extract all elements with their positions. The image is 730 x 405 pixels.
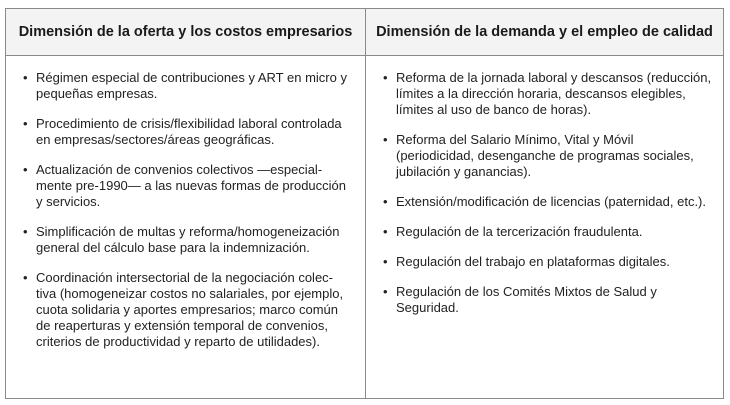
- right-list: [383, 70, 713, 316]
- list-item: • Simplificación de multas y reforma/homogeneización general del cálculo base para la indemnización.: [23, 224, 353, 256]
- header-left-title: Dimensión de la oferta y los costos empresarios: [18, 24, 353, 40]
- right-column: [383, 70, 713, 330]
- list-item: • Procedimiento de crisis/flexibilidad laboral controlada en empresas/sectores/áreas geográficas.: [23, 116, 353, 148]
- left-column: [23, 70, 353, 364]
- list-item: • Coordinación intersectorial de la negociación colec-tiva (homogeneizar costos no salariales, por ejemplo, cuota solidaria y aportes empresarios; marco común de reaperturas y extensión temporal de convenios, criterios de productividad y reparto de utilidades).: [23, 270, 353, 350]
- list-item: • Régimen especial de contribuciones y ART en micro y pequeñas empresas.: [23, 70, 353, 102]
- header-right-title: Dimensión de la demanda y el empleo de calidad: [376, 24, 713, 40]
- list-item: • Actualización de convenios colectivos —especial-mente pre-1990— a las nuevas formas de producción y servicios.: [23, 162, 353, 210]
- list-item: • Reforma del Salario Mínimo, Vital y Móvil (periodicidad, desenganche de programas sociales, jubilación y ganancias).: [383, 132, 713, 180]
- list-item: • Reforma de la jornada laboral y descansos (reducción, límites a la dirección horaria, descansos elegibles, límites al uso de banco de horas).: [383, 70, 713, 118]
- left-list: [23, 70, 353, 350]
- column-divider: [365, 9, 366, 398]
- policy-table: [5, 8, 724, 399]
- list-item: • Extensión/modificación de licencias (paternidad, etc.).: [383, 194, 713, 210]
- list-item: • Regulación de la tercerización fraudulenta.: [383, 224, 713, 240]
- list-item: • Regulación de los Comités Mixtos de Salud y Seguridad.: [383, 284, 713, 316]
- list-item: • Regulación del trabajo en plataformas digitales.: [383, 254, 713, 270]
